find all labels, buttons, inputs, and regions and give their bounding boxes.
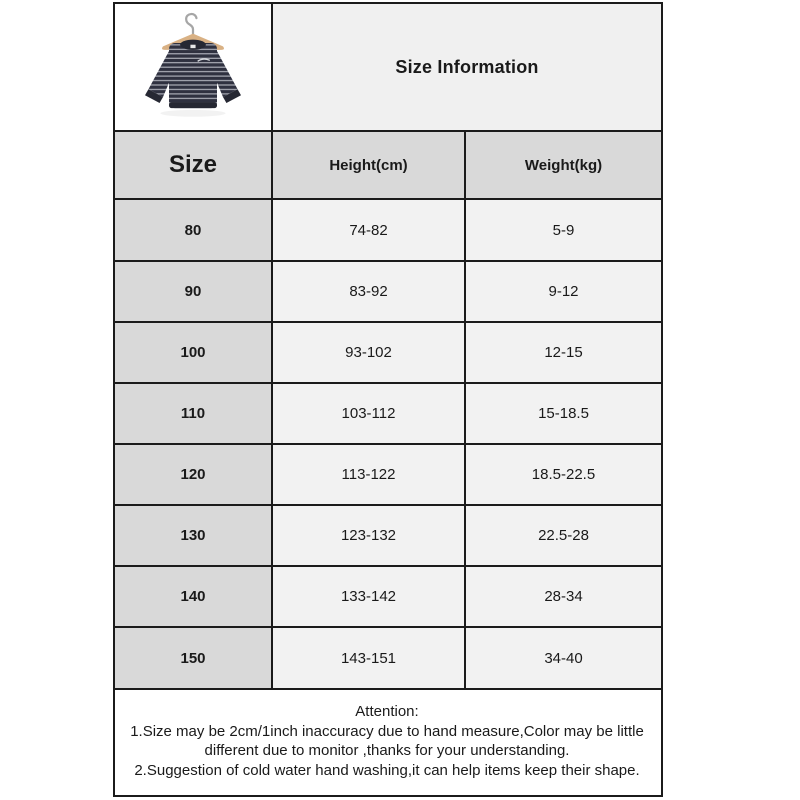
height-value: 103-112 [272, 383, 465, 444]
striped-shirt-illustration [123, 7, 263, 127]
table-row [114, 444, 662, 505]
page-title: Size Information [395, 56, 539, 77]
height-value: 133-142 [272, 566, 465, 627]
height-value: 113-122 [272, 444, 465, 505]
weight-value: 9-12 [465, 261, 662, 322]
hanger-hook-icon [186, 14, 196, 38]
size-value: 100 [114, 322, 272, 383]
weight-value: 15-18.5 [465, 383, 662, 444]
size-table [113, 2, 663, 797]
size-value: 150 [114, 627, 272, 688]
size-value: 120 [114, 444, 272, 505]
weight-value: 22.5-28 [465, 505, 662, 566]
table-header-row [114, 131, 662, 199]
weight-value: 5-9 [465, 199, 662, 260]
title-cell [272, 3, 662, 131]
notes-line-2: 2.Suggestion of cold water hand washing,it can help items keep their shape. [134, 762, 640, 780]
height-value: 123-132 [272, 505, 465, 566]
weight-value: 12-15 [465, 322, 662, 383]
column-header-size: Size [114, 131, 272, 199]
banner-row [114, 3, 662, 131]
table-row [114, 383, 662, 444]
table-row [114, 566, 662, 627]
notes-cell [114, 689, 662, 796]
height-value: 143-151 [272, 627, 465, 688]
table-row [114, 505, 662, 566]
size-value: 90 [114, 261, 272, 322]
column-header-weight: Weight(kg) [465, 131, 662, 199]
table-row [114, 627, 662, 688]
column-header-height: Height(cm) [272, 131, 465, 199]
size-value: 80 [114, 199, 272, 260]
size-value: 130 [114, 505, 272, 566]
weight-value: 28-34 [465, 566, 662, 627]
product-photo [117, 6, 269, 128]
table-row [114, 322, 662, 383]
size-info-sheet [113, 2, 661, 797]
size-value: 110 [114, 383, 272, 444]
height-value: 83-92 [272, 261, 465, 322]
shadow [160, 110, 225, 117]
shirt-body [169, 43, 217, 108]
shirt-hem [169, 102, 217, 108]
notes-attention-label: Attention: [355, 702, 419, 720]
notes-line-1: 1.Size may be 2cm/1inch inaccuracy due to hand measure,Color may be little different due to monitor ,thanks for your understanding. [130, 722, 644, 760]
size-value: 140 [114, 566, 272, 627]
collar-tag [190, 45, 195, 48]
height-value: 74-82 [272, 199, 465, 260]
product-photo-cell [114, 3, 272, 131]
table-row [114, 199, 662, 260]
weight-value: 34-40 [465, 627, 662, 688]
table-row [114, 261, 662, 322]
height-value: 93-102 [272, 322, 465, 383]
notes-row [114, 689, 662, 796]
weight-value: 18.5-22.5 [465, 444, 662, 505]
